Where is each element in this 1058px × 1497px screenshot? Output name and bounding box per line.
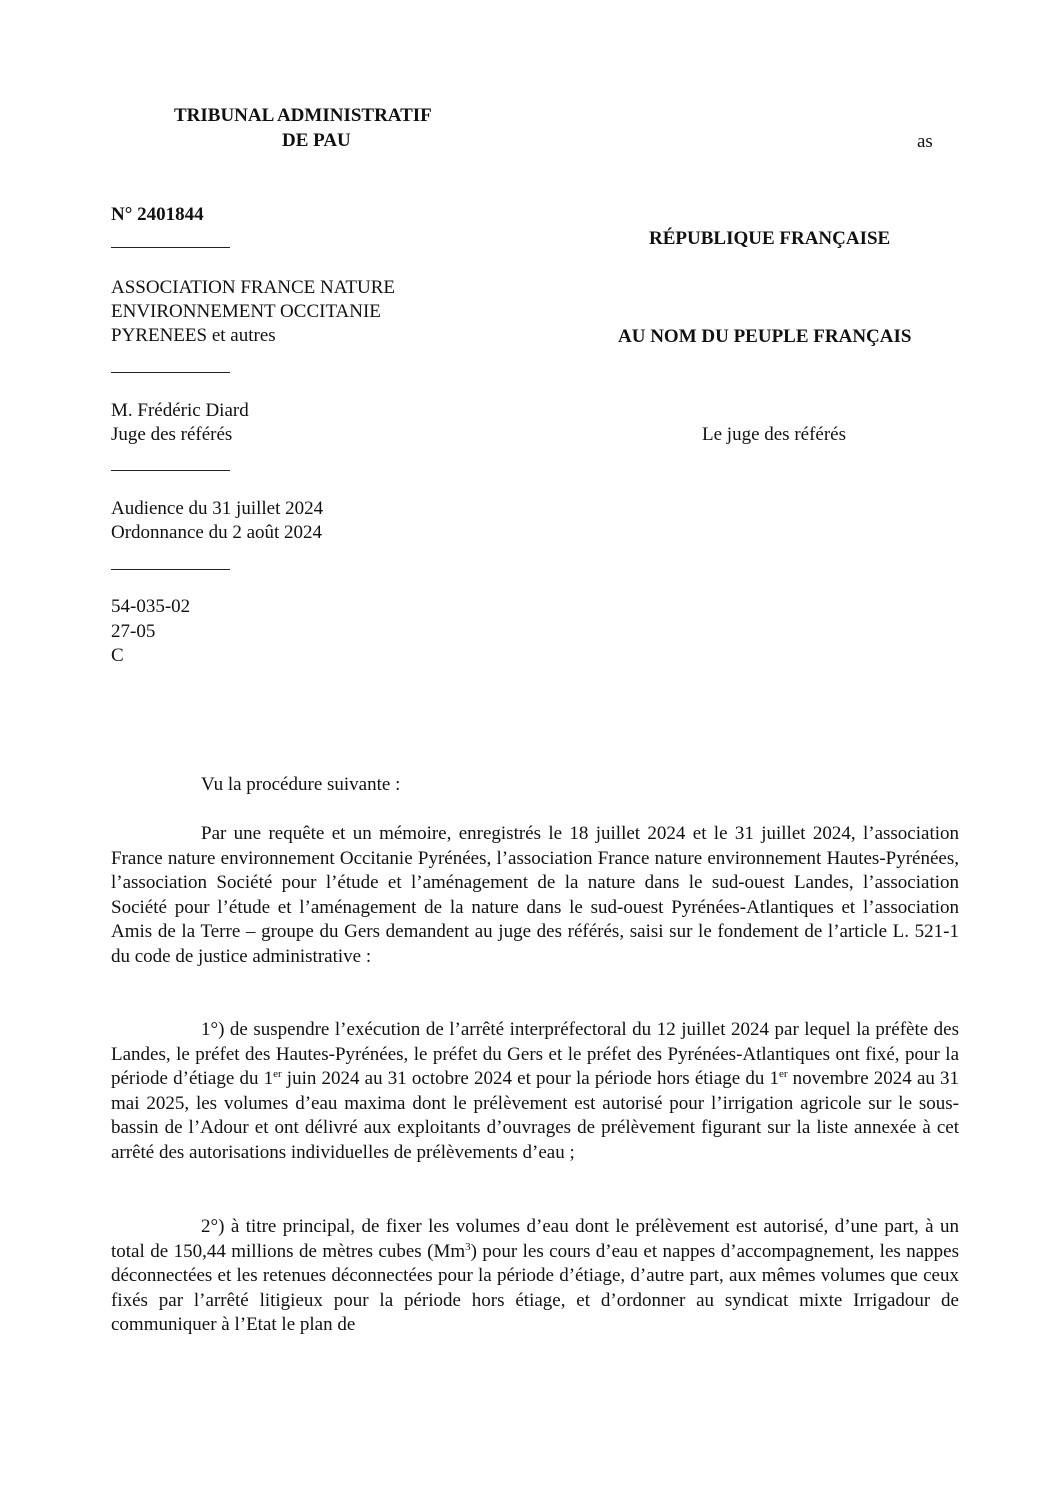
procedure-heading: Vu la procédure suivante :: [201, 774, 401, 795]
judge-role: Juge des référés: [111, 424, 233, 445]
divider: [111, 569, 230, 570]
case-number: N° 2401844: [111, 204, 204, 225]
party-line: PYRENEES et autres: [111, 325, 276, 346]
divider: [111, 247, 230, 248]
classification-code: 27-05: [111, 621, 156, 642]
court-name-line1: TRIBUNAL ADMINISTRATIF: [174, 105, 432, 126]
corner-mark: as: [917, 131, 933, 152]
classification-code: 54-035-02: [111, 596, 191, 617]
party-line: ASSOCIATION FRANCE NATURE: [111, 277, 395, 298]
divider: [111, 372, 230, 373]
hearing-date: Audience du 31 juillet 2024: [111, 498, 324, 519]
paragraph-volumes: 2°) à titre principal, de fixer les volumes d’eau dont le prélèvement est autorisé, d’une part, à un total de 150,44 millions de mètres cubes (Mm$^3$) pour les cours d’eau et nappes d’accompagnement, les nappes déconnectées et les retenues déconnectées pour la période d’étiage, d’autre part, aux mêmes volumes que ceux fixés par l’arrêté litigieux pour la période hors étiage, et d’ordonner au syndicat mixte Irrigadour de communiquer à l’Etat le plan de: [111, 1216, 959, 1335]
classification-code: C: [111, 645, 124, 666]
people-heading: AU NOM DU PEUPLE FRANÇAIS: [618, 326, 912, 347]
divider: [111, 470, 230, 471]
court-name-line2: DE PAU: [282, 130, 351, 151]
paragraph-suspension: 1°) de suspendre l’exécution de l’arrêté interpréfectoral du 12 juillet 2024 par lequel la préfète des Landes, le préfet des Hautes-Pyrénées, le préfet du Gers et le préfet des Pyrénées-Atlantiques ont fixé, pour la période d’étiage du 1er juin 2024 au 31 octobre 2024 et pour la période hors étiage du 1er novembre 2024 au 31 mai 2025, les volumes d’eau maxima dont le prélèvement est autorisé pour l’irrigation agricole sur le sous-bassin de l’Adour et ont délivré aux exploitants d’ouvrages de prélèvement figurant sur la liste annexée à cet arrêté des autorisations individuelles de prélèvements d’eau ;: [111, 1019, 960, 1163]
paragraph-request: Par une requête et un mémoire, enregistrés le 18 juillet 2024 et le 31 juillet 2024, l’association France nature environnement Occitanie Pyrénées, l’association France nature environnement Hautes-Pyrénées, l’association Société pour l’étude et l’aménagement de la nature dans le sud-ouest Landes, l’association Société pour l’étude et l’aménagement de la nature dans le sud-ouest Pyrénées-Atlantiques et l’association Amis de la Terre – groupe du Gers demandent au juge des référés, saisi sur le fondement de l’article L. 521-1 du code de justice administrative :: [111, 823, 959, 967]
republic-heading: RÉPUBLIQUE FRANÇAISE: [649, 228, 891, 249]
issuing-judge: Le juge des référés: [702, 424, 847, 445]
party-line: ENVIRONNEMENT OCCITANIE: [111, 301, 381, 322]
order-date: Ordonnance du 2 août 2024: [111, 522, 323, 543]
judge-name: M. Frédéric Diard: [111, 400, 249, 421]
